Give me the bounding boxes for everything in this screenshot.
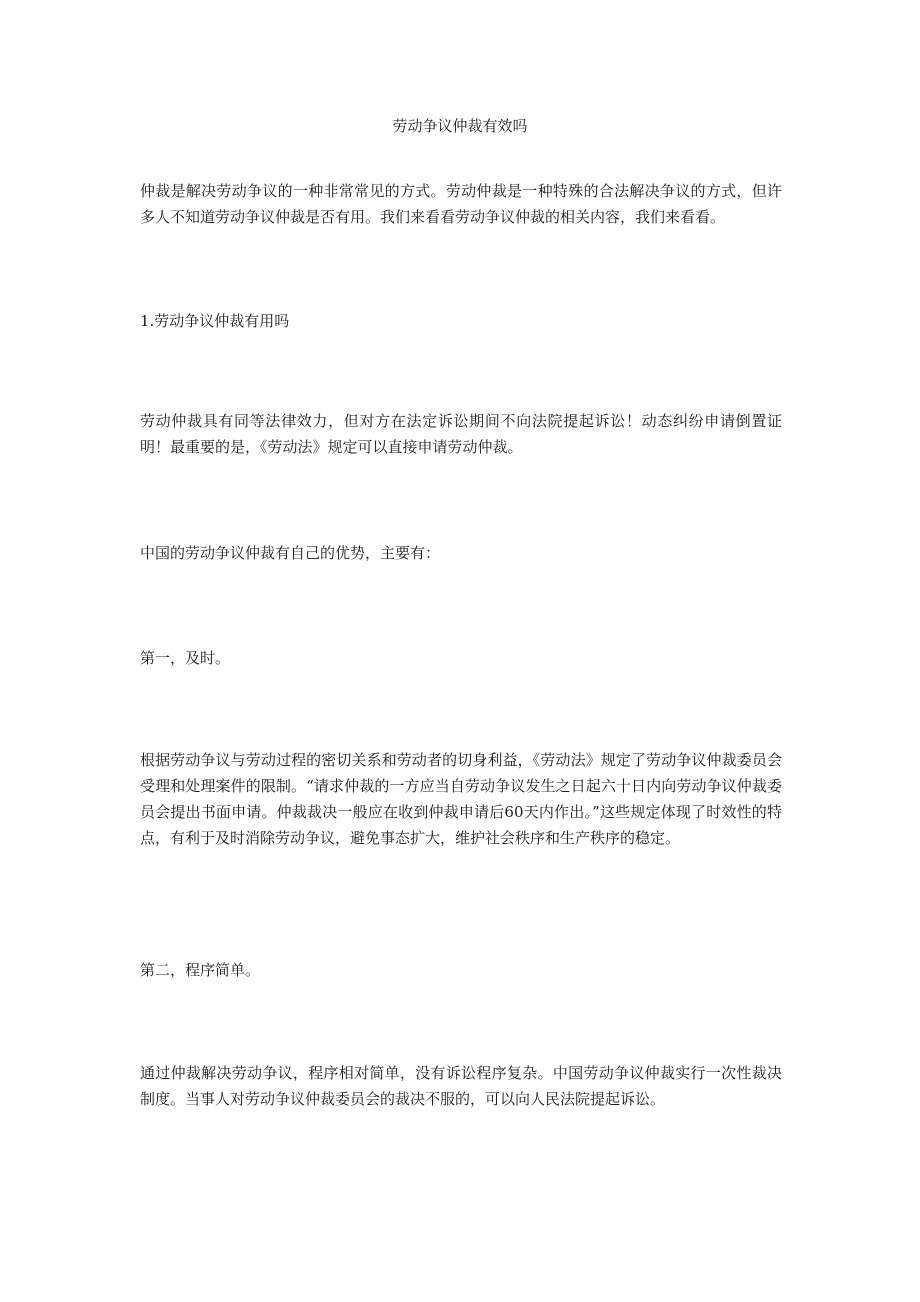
document-title: 劳动争议仲裁有效吗 bbox=[392, 117, 528, 135]
point1-paragraph: 根据劳动争议与劳动过程的密切关系和劳动者的切身利益，《劳动法》规定了劳动争议仲裁委员会受理和处理案件的限制。“请求仲裁的一方应当自劳动争议发生之日起六十日内向劳动争议仲裁委员会提出书面申请。仲裁裁决一般应在收到仲裁申请后60天内作出。”这些规定体现了时效性的特点，有利于及时消除劳动争议，避免事态扩大，维护社会秩序和生产秩序的稳定。 bbox=[140, 751, 782, 847]
point2-heading: 第二，程序简单。 bbox=[140, 961, 261, 979]
intro-paragraph: 仲裁是解决劳动争议的一种非常常见的方式。劳动仲裁是一种特殊的合法解决争议的方式，但许多人不知道劳动争议仲裁是否有用。我们来看看劳动争议仲裁的相关内容，我们来看看。 bbox=[140, 182, 782, 226]
point2-paragraph: 通过仲裁解决劳动争议，程序相对简单，没有诉讼程序复杂。中国劳动争议仲裁实行一次性裁决制度。当事人对劳动争议仲裁委员会的裁决不服的，可以向人民法院提起诉讼。 bbox=[140, 1064, 782, 1108]
section-heading-1: 1.劳动争议仲裁有用吗 bbox=[140, 312, 290, 330]
point1-heading: 第一，及时。 bbox=[140, 649, 231, 667]
advantages-intro: 中国的劳动争议仲裁有自己的优势，主要有： bbox=[140, 544, 441, 562]
section1-paragraph: 劳动仲裁具有同等法律效力，但对方在法定诉讼期间不向法院提起诉讼！动态纠纷申请倒置证明！最重要的是，《劳动法》规定可以直接申请劳动仲裁。 bbox=[140, 412, 782, 456]
